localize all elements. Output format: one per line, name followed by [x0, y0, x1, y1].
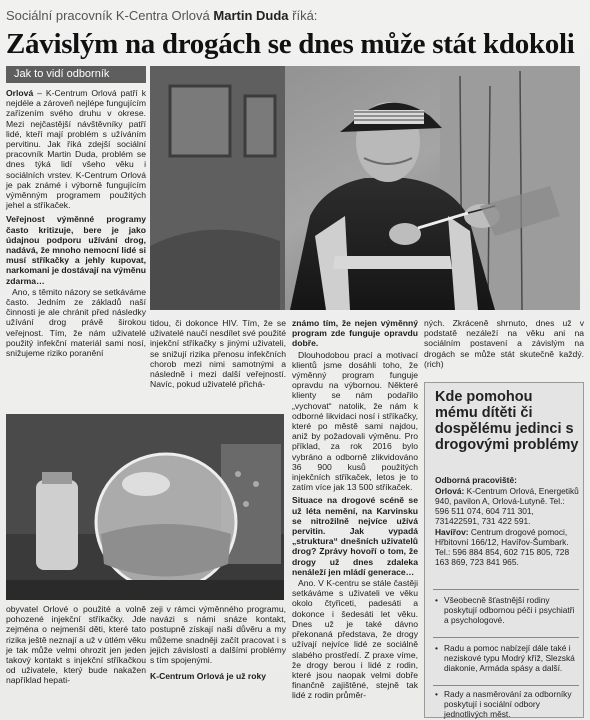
contact-orlova-text: K-Centrum Orlová, Energetiků 940, pavilon A, Orlová-Lutyně. Tel.: 596 511 074, 604 711 301, 731422591, 731 422 591. [435, 486, 579, 526]
bullet-icon: • [435, 689, 438, 699]
sidebar-title: Kde pomohou mému dítěti či dospělému jedinci s drogovými problémy [435, 389, 579, 453]
section-tag: Jak to vidí odborník [6, 66, 146, 83]
answer-2: Dlouhodobou prací a motivací klientů jsme dosáhli toho, že výměnný program funguje opravdu na výbornou. Některé klienty se nám podařilo „vychovat“ natolik, že nám k odborné likvidaci nosí i stříkačky, které po městě sami najdou, aniž by požadovali výměnu. Pro příklad, za rok 2016 bylo vybráno a odborně zlikvidováno 36 900 kusů použitých injekčních stříkaček, letos je to zatím více jak 13 500 stříkaček. [292, 349, 418, 493]
contact-havirov-text: Centrum drogové pomoci, Hřbitovní 166/12, Havířov-Šumbark. Tel.: 596 884 854, 602 715 805, 728 163 869, 723 841 965. [435, 527, 570, 567]
bullet-icon: • [435, 595, 438, 605]
column-2: tidou, či dokonce HIV. Tím, že se uživatelé naučí nesdílet své použité injekční stříkačky s jinými uživateli, se snižují rizika přenosu infekčních chorob mezi nimi samotnými a následně i mezi další veřejností. Navíc, pokud uživatelé přichá- [150, 318, 286, 390]
question-1-text: Veřejnost výměnné programy často kritizuje, bere je jako údajnou podporu užívání drog, nadává, že mnoho nemocní lidé si musí stříkačky a jehly kupovat, narkomani je dostávají na výměnu zdarma… [6, 214, 146, 286]
column-1-lower: obyvatel Orlové o použité a volně pohozené injekční stříkačky. Jde zejména o nejmenší děti, které tato rizika ještě neznají a už v útlém věku je tak může velmi ohrozit jen jeden takový kontakt s injekční stříkačkou od uživatele, který bude nakažen například hepati- [6, 604, 146, 686]
lead-text: – K-Centrum Orlová patří k nejdéle a zároveň nejlépe fungujícím zařízením svého druhu v okrese. Mezi nejčastější návštěvníky patří lidé, kteří mají problém s užíváním pervitinu. Jak říká zdejší sociální pracovník Martin Duda, problém se dnes týká lidí všeho věku i sociálních vrstev. K-Centrum Orlová je pak známé i výborně fungujícím výměnným programem použitých jehel a stříkaček. [6, 88, 146, 211]
sidebar-bullet-text: Radu a pomoc nabízejí dále také i neziskové typu Modrý kříž, Slezská diakonie, Armáda spásy a další. [444, 643, 575, 673]
kicker-prefix: Sociální pracovník K-Centra Orlová [6, 8, 210, 23]
question-3-start [150, 671, 286, 681]
sidebar-divider [433, 685, 579, 686]
container-photo-svg [6, 414, 284, 600]
column-3 [292, 318, 418, 702]
question-1-end [292, 318, 418, 349]
question-1 [6, 214, 146, 285]
contact-havirov [435, 527, 579, 567]
sidebar-bullet [435, 595, 581, 625]
sidebar-section [435, 475, 579, 485]
kicker-name: Martin Duda [213, 8, 289, 23]
help-sidebar [424, 382, 584, 718]
question-3-start-text: K-Centrum Orlová je už roky [150, 671, 267, 682]
question-2-text: Situace na drogové scéně se už léta nemění, na Karvinsku se nitrožilně nejvíce užívá pervitin. Jak vypadá „struktura“ dnešních uživatelů drog? Zprávy hovoří o tom, že drogy už dnes zdaleka nenáleží jen mládí generace… [292, 495, 418, 577]
kicker [6, 8, 317, 23]
column-2-lower [150, 604, 286, 682]
police-officer-photo-svg [150, 66, 580, 310]
sidebar-divider [433, 589, 579, 590]
contact-orlova-label: Orlová: [435, 486, 465, 496]
headline: Závislým na drogách se dnes může stát kdokoli [6, 28, 575, 60]
contact-orlova [435, 486, 579, 526]
question-1-end-text: známo tím, že nejen výměnný program zde funguje opravdu dobře. [292, 318, 418, 349]
sidebar-bullet [435, 689, 581, 719]
column-1 [6, 88, 146, 359]
sidebar-bullet-text: Všeobecně šťastnější rodiny poskytují odbornou péči i psychiatři a psychologové. [444, 595, 575, 625]
answer-3: Ano. V K-centru se stále častěji setkáváme s uživateli ve věku okolo čtyřiceti, padesáti a dokonce i šedesáti let věku. Dnes už je také dávno překonaná představa, že drogy užívají nejvíce lidé ze sociálně slabého prostředí. Z praxe víme, že drogy berou i lidé z rodin, které jsou naopak velmi dobře finančně zajištěné, stejně tak lidé z rodin průměr- [292, 578, 418, 701]
question-2 [292, 495, 418, 577]
bullet-icon: • [435, 643, 438, 653]
answer-1: Ano, s těmito názory se setkáváme často. Jedním ze základů naší činnosti je ale chránit před následky užívání drog právě širokou veřejnost. Tím, že nám uživatelé použitý infekční materiál sami nosí, snižujeme riziko poranění [6, 286, 146, 359]
lead-bold: Orlová [6, 88, 34, 98]
photo-container [6, 414, 284, 600]
column-2-lower-text: zeji v rámci výměnného programu, navázi s námi snáze kontakt, postupně získají naši důvěru a my můžeme snadněji začít pracovat i s jejich závislostí a dalšími problémy s tím spojenými. [150, 604, 286, 666]
sidebar-divider [433, 637, 579, 638]
sidebar-section-title: Odborná pracoviště: [435, 475, 517, 485]
sidebar-bullet [435, 643, 581, 673]
contact-havirov-label: Havířov: [435, 527, 469, 537]
sidebar-bullet-text: Rady a nasměrování za odborníky poskytují i sociální odbory jednotlivých měst. [444, 689, 572, 719]
photo-police-officer [150, 66, 580, 310]
lead-paragraph [6, 88, 146, 210]
sidebar-body [435, 475, 579, 567]
kicker-suffix: říká: [292, 8, 318, 23]
column-4: ných. Zkráceně shrnuto, dnes už v podstatě nezáleží na věku ani na sociálním postavení a závislým na drogách se může stát skutečně každý. (rich) [424, 318, 584, 369]
